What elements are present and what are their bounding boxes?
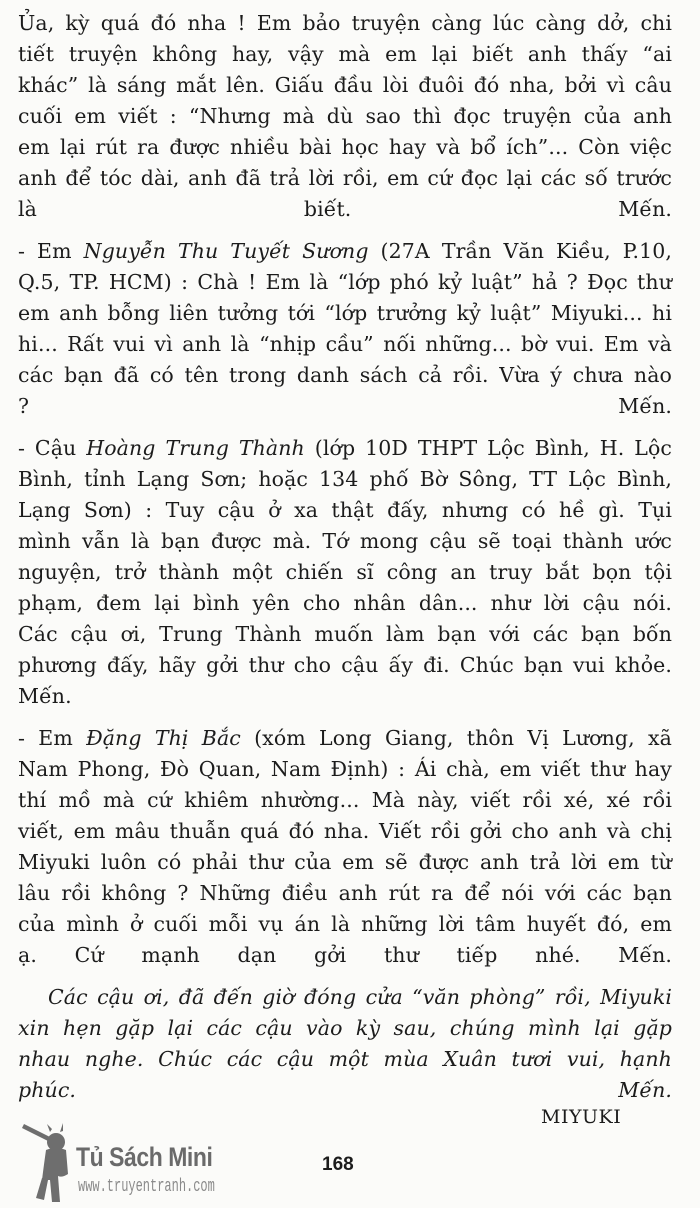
paragraph bbox=[18, 433, 672, 712]
paragraph bbox=[18, 236, 672, 422]
text-segment: Nam Phong, Đò Quan, Nam Định) : Ái chà, em viết thư hay bbox=[18, 757, 672, 781]
text-segment: em lại rút ra được nhiều bài học hay và bổ ích”... Còn việc bbox=[18, 135, 672, 159]
text-segment: hi... Rất vui vì anh là “nhịp cầu” nối những... bờ vui. Em và bbox=[18, 332, 672, 356]
text-segment: ạ. Cứ mạnh dạn gởi thư tiếp nhé. Mến. bbox=[18, 943, 672, 967]
text-segment: Các cậu ơi, Trung Thành muốn làm bạn với các bạn bốn bbox=[18, 622, 672, 646]
text-line bbox=[18, 70, 672, 101]
text-line bbox=[18, 495, 672, 526]
text-segment: ? Mến. bbox=[18, 394, 672, 418]
text-segment: các bạn đã có tên trong danh sách cả rồi. Vừa ý chưa nào bbox=[18, 363, 672, 387]
paragraph bbox=[18, 723, 672, 971]
text-line bbox=[18, 526, 672, 557]
text-line bbox=[18, 464, 672, 495]
text-segment: em anh bỗng liên tưởng tới “lớp trưởng kỷ luật” Miyuki... hi bbox=[18, 301, 672, 325]
text-segment: tiết truyện không hay, vậy mà em lại biết anh thấy “ai bbox=[18, 42, 672, 66]
text-segment: Ủa, kỳ quá đó nha ! Em bảo truyện càng lúc càng dở, chi bbox=[18, 11, 672, 35]
watermark-logo bbox=[22, 1118, 242, 1208]
text-line bbox=[18, 267, 672, 298]
text-segment: cuối em viết : “Nhưng mà dù sao thì đọc truyện của anh bbox=[18, 104, 672, 128]
text-line bbox=[18, 236, 672, 267]
text-segment: của mình ở cuối mỗi vụ án là những lời tâm huyết đó, em bbox=[18, 912, 672, 936]
text-segment: anh để tóc dài, anh đã trả lời rồi, em cứ đọc lại các số trước bbox=[18, 166, 672, 190]
text-line bbox=[18, 681, 672, 712]
text-line bbox=[18, 588, 672, 619]
text-segment: Lạng Sơn) : Tuy cậu ở xa thật đấy, nhưng có hề gì. Tụi bbox=[18, 498, 672, 522]
reader-name: Nguyễn Thu Tuyết Sương bbox=[83, 239, 369, 263]
reader-name: Hoàng Trung Thành bbox=[86, 436, 305, 460]
logo-title: Tủ Sách Mini bbox=[76, 1142, 213, 1172]
page-body bbox=[18, 8, 672, 1117]
text-line bbox=[18, 878, 672, 909]
text-line bbox=[18, 194, 672, 225]
text-segment: phạm, đem lại bình yên cho nhân dân... như lời cậu nói. bbox=[18, 591, 672, 615]
text-segment: xin hẹn gặp lại các cậu vào kỳ sau, chúng mình lại gặp bbox=[18, 1016, 672, 1040]
text-line bbox=[18, 360, 672, 391]
page-number: 168 bbox=[322, 1154, 354, 1175]
text-segment: Miyuki luôn có phải thư của em sẽ được anh trả lời em từ bbox=[18, 850, 672, 874]
text-segment: - Cậu bbox=[18, 436, 87, 460]
text-line bbox=[18, 433, 672, 464]
text-line bbox=[18, 619, 672, 650]
text-segment: nguyện, trở thành một chiến sĩ công an truy bắt bọn tội bbox=[18, 560, 672, 584]
text-line bbox=[18, 8, 672, 39]
text-segment: khác” là sáng mắt lên. Giấu đầu lòi đuôi đó nha, bởi vì câu bbox=[18, 73, 672, 97]
text-segment: thí mồ mà cứ khiêm nhường... Mà này, viết rồi xé, xé rồi bbox=[18, 788, 672, 812]
text-line bbox=[18, 298, 672, 329]
text-segment: là biết. Mến. bbox=[18, 197, 672, 221]
text-line bbox=[18, 816, 672, 847]
text-segment: (xóm Long Giang, thôn Vị Lương, xã bbox=[240, 726, 672, 750]
text-segment: lâu rồi không ? Những điều anh rút ra để nói với các bạn bbox=[18, 881, 672, 905]
text-line bbox=[18, 785, 672, 816]
text-line bbox=[18, 847, 672, 878]
text-line bbox=[18, 39, 672, 70]
paragraph bbox=[18, 982, 672, 1106]
text-segment: (lớp 10D THPT Lộc Bình, H. Lộc bbox=[304, 436, 672, 460]
figure-silhouette-icon bbox=[22, 1118, 82, 1208]
text-line bbox=[18, 1075, 672, 1106]
text-segment: viết, em mâu thuẫn quá đó nha. Viết rồi gởi cho anh và chị bbox=[18, 819, 672, 843]
text-line bbox=[18, 940, 672, 971]
reader-name: Đặng Thị Bắc bbox=[86, 726, 241, 750]
text-line bbox=[18, 650, 672, 681]
text-segment: mình vẫn là bạn được mà. Tớ mong cậu sẽ toại thành ước bbox=[18, 529, 672, 553]
text-line bbox=[18, 909, 672, 940]
text-line bbox=[18, 391, 672, 422]
paragraph bbox=[18, 8, 672, 225]
text-line bbox=[18, 1044, 672, 1075]
text-line bbox=[18, 101, 672, 132]
text-segment: phương đấy, hãy gởi thư cho cậu ấy đi. Chúc bạn vui khỏe. bbox=[18, 653, 672, 677]
text-segment: - Em bbox=[18, 239, 84, 263]
text-segment: nhau nghe. Chúc các cậu một mùa Xuân tươi vui, hạnh bbox=[18, 1047, 672, 1071]
text-line bbox=[18, 1013, 672, 1044]
text-segment: (27A Trần Văn Kiều, P.10, bbox=[368, 239, 672, 263]
text-line bbox=[18, 723, 672, 754]
text-line bbox=[18, 163, 672, 194]
text-line bbox=[18, 329, 672, 360]
text-line bbox=[18, 557, 672, 588]
text-segment: Q.5, TP. HCM) : Chà ! Em là “lớp phó kỷ luật” hả ? Đọc thư bbox=[18, 270, 672, 294]
text-line bbox=[18, 132, 672, 163]
text-segment: - Em bbox=[18, 726, 87, 750]
text-line bbox=[18, 754, 672, 785]
text-line bbox=[18, 982, 672, 1013]
logo-url: www.truyentranh.com bbox=[78, 1176, 215, 1197]
text-segment: Bình, tỉnh Lạng Sơn; hoặc 134 phố Bờ Sông, TT Lộc Bình, bbox=[18, 467, 672, 491]
text-segment: Các cậu ơi, đã đến giờ đóng cửa “văn phòng” rồi, Miyuki bbox=[48, 985, 672, 1009]
signature: MIYUKI bbox=[541, 1106, 622, 1128]
text-segment: phúc. Mến. bbox=[18, 1078, 672, 1102]
text-segment: Mến. bbox=[18, 684, 72, 708]
